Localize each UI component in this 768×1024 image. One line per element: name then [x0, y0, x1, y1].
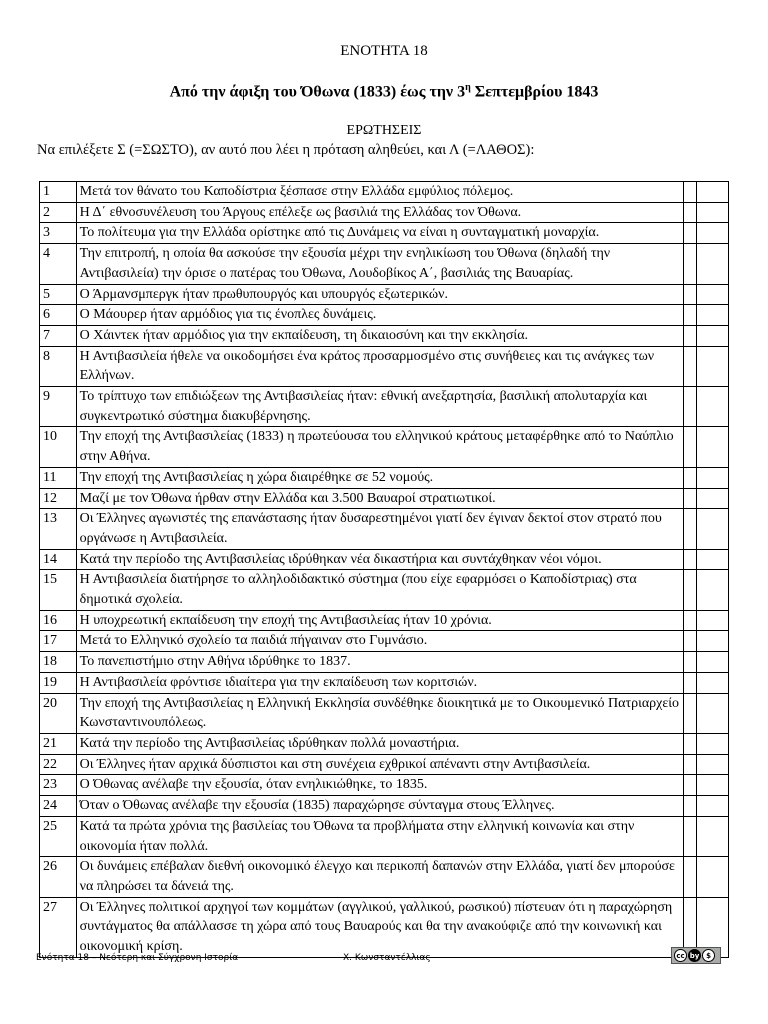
answer-cell-spacer: [683, 387, 696, 427]
question-text: Το πολίτευμα για την Ελλάδα ορίστηκε από τις Δυνάμεις να είναι η συνταγματική μοναρχία.: [76, 223, 683, 244]
answer-cell[interactable]: [696, 488, 728, 509]
answer-cell[interactable]: [696, 427, 728, 467]
question-row: [40, 816, 729, 856]
question-number: 23: [40, 775, 77, 796]
question-row: [40, 427, 729, 467]
answer-cell[interactable]: [696, 387, 728, 427]
question-row: [40, 857, 729, 897]
document-title: Από την άφιξη του Όθωνα (1833) έως την $3^\eta$ Σεπτεμβρίου 1843: [169, 82, 599, 101]
question-number: 12: [40, 488, 77, 509]
question-text: Την εποχή της Αντιβασιλείας (1833) η πρωτεύουσα του ελληνικού κράτους μεταφέρθηκε από το Ναύπλιο στην Αθήνα.: [76, 427, 683, 467]
question-number: 22: [40, 754, 77, 775]
question-number: 13: [40, 509, 77, 549]
answer-cell-spacer: [683, 775, 696, 796]
question-text: Ο Μάουρερ ήταν αρμόδιος για τις ένοπλες δυνάμεις.: [76, 305, 683, 326]
answer-cell[interactable]: [696, 305, 728, 326]
by-icon: by: [688, 949, 701, 962]
question-text: Οι δυνάμεις επέβαλαν διεθνή οικονομικό έλεγχο και περικοπή δαπανών στην Ελλάδα, γιατί δεν μπορούσε να πληρώσει τα δάνειά της.: [76, 857, 683, 897]
answer-cell[interactable]: [696, 509, 728, 549]
question-number: 3: [40, 223, 77, 244]
question-number: 9: [40, 387, 77, 427]
answer-cell-spacer: [683, 610, 696, 631]
question-row: [40, 897, 729, 957]
section-heading: ΕΡΩΤΗΣΕΙΣ: [346, 123, 422, 138]
answer-cell[interactable]: [696, 672, 728, 693]
answer-cell-spacer: [683, 488, 696, 509]
question-text: Κατά τα πρώτα χρόνια της βασιλείας του Όθωνα τα προβλήματα στην ελληνική κοινωνία και στην οικονομία ήταν πολλά.: [76, 816, 683, 856]
question-row: [40, 775, 729, 796]
answer-cell-spacer: [683, 427, 696, 467]
answer-cell-spacer: [683, 223, 696, 244]
question-number: 10: [40, 427, 77, 467]
question-text: Η υποχρεωτική εκπαίδευση την εποχή της Αντιβασιλείας ήταν 10 χρόνια.: [76, 610, 683, 631]
answer-cell-spacer: [683, 549, 696, 570]
question-text: Το τρίπτυχο των επιδιώξεων της Αντιβασιλείας ήταν: εθνική ανεξαρτησία, βασιλική απολυταρχία και συγκεντρωτικό σύστημα διακυβέρνησης.: [76, 387, 683, 427]
answer-cell-spacer: [683, 509, 696, 549]
answer-cell[interactable]: [696, 754, 728, 775]
answer-cell-spacer: [683, 570, 696, 610]
answer-cell[interactable]: [696, 775, 728, 796]
answer-cell-spacer: [683, 467, 696, 488]
question-row: [40, 652, 729, 673]
question-number: 24: [40, 796, 77, 817]
question-text: Την επιτροπή, η οποία θα ασκούσε την εξουσία μέχρι την ενηλικίωση του Όθωνα (δηλαδή την Αντιβασιλεία) την όρισε ο πατέρας του Όθωνα, Λουδοβίκος Α΄, βασιλιάς της Βαυαρίας.: [76, 244, 683, 284]
question-row: [40, 549, 729, 570]
question-text: Ο Χάιντεκ ήταν αρμόδιος για την εκπαίδευση, τη δικαιοσύνη και την εκκλησία.: [76, 325, 683, 346]
answer-cell-spacer: [683, 284, 696, 305]
question-row: [40, 284, 729, 305]
question-row: [40, 325, 729, 346]
answer-cell-spacer: [683, 796, 696, 817]
question-text: Το πανεπιστήμιο στην Αθήνα ιδρύθηκε το 1837.: [76, 652, 683, 673]
question-number: 8: [40, 346, 77, 386]
answer-cell[interactable]: [696, 816, 728, 856]
question-row: [40, 467, 729, 488]
answer-cell-spacer: [683, 631, 696, 652]
answer-cell-spacer: [683, 325, 696, 346]
question-row: [40, 488, 729, 509]
question-text: Η Αντιβασιλεία ήθελε να οικοδομήσει ένα κράτος προσαρμοσμένο στις συνήθειες και τις ανάγκες των Ελλήνων.: [76, 346, 683, 386]
question-row: [40, 202, 729, 223]
question-text: Η Αντιβασιλεία φρόντισε ιδιαίτερα για την εκπαίδευση των κοριτσιών.: [76, 672, 683, 693]
question-row: [40, 223, 729, 244]
question-number: 14: [40, 549, 77, 570]
answer-cell[interactable]: [696, 652, 728, 673]
questions-table: [39, 181, 729, 958]
question-text: Η Δ΄ εθνοσυνέλευση του Άργους επέλεξε ως βασιλιά της Ελλάδας τον Όθωνα.: [76, 202, 683, 223]
question-row: [40, 509, 729, 549]
answer-cell[interactable]: [696, 796, 728, 817]
question-number: 19: [40, 672, 77, 693]
question-text: Οι Έλληνες ήταν αρχικά δύσπιστοι και στη συνέχεια εχθρικοί απέναντι στην Αντιβασιλεία.: [76, 754, 683, 775]
answer-cell[interactable]: [696, 244, 728, 284]
question-number: 16: [40, 610, 77, 631]
answer-cell-spacer: [683, 733, 696, 754]
question-number: 2: [40, 202, 77, 223]
answer-cell[interactable]: [696, 549, 728, 570]
question-text: Κατά την περίοδο της Αντιβασιλείας ιδρύθηκαν πολλά μοναστήρια.: [76, 733, 683, 754]
answer-cell-spacer: [683, 182, 696, 203]
answer-cell[interactable]: [696, 182, 728, 203]
answer-cell-spacer: [683, 346, 696, 386]
question-text: Όταν ο Όθωνας ανέλαβε την εξουσία (1835) παραχώρησε σύνταγμα στους Έλληνες.: [76, 796, 683, 817]
question-text: Οι Έλληνες αγωνιστές της επανάστασης ήταν δυσαρεστημένοι γιατί δεν έγιναν δεκτοί στον στρατό που οργάνωσε η Αντιβασιλεία.: [76, 509, 683, 549]
answer-cell[interactable]: [696, 857, 728, 897]
answer-cell[interactable]: [696, 467, 728, 488]
question-row: [40, 796, 729, 817]
question-text: Οι Έλληνες πολιτικοί αρχηγοί των κομμάτων (αγγλικού, γαλλικού, ρωσικού) πίστευαν ότι η παραχώρηση συντάγματος θα απάλλασσε τη χώρα από τους Βαυαρούς και θα την ανακούφιζε από την κοινωνική και οικονομική κρίση.: [76, 897, 683, 957]
question-text: Ο Άρμανσμπεργκ ήταν πρωθυπουργός και υπουργός εξωτερικών.: [76, 284, 683, 305]
answer-cell[interactable]: [696, 733, 728, 754]
cc-icon: cc: [674, 949, 687, 962]
answer-cell[interactable]: [696, 631, 728, 652]
answer-cell-spacer: [683, 244, 696, 284]
answer-cell[interactable]: [696, 610, 728, 631]
answer-cell-spacer: [683, 693, 696, 733]
question-number: 11: [40, 467, 77, 488]
question-text: Μετά τον θάνατο του Καποδίστρια ξέσπασε στην Ελλάδα εμφύλιος πόλεμος.: [76, 182, 683, 203]
question-row: [40, 693, 729, 733]
question-number: 15: [40, 570, 77, 610]
question-number: 5: [40, 284, 77, 305]
footer-author: Χ. Κωνσταντέλλιας: [343, 953, 431, 963]
question-row: [40, 346, 729, 386]
question-number: 18: [40, 652, 77, 673]
question-text: Μαζί με τον Όθωνα ήρθαν στην Ελλάδα και 3.500 Βαυαροί στρατιωτικοί.: [76, 488, 683, 509]
question-row: [40, 305, 729, 326]
question-number: 6: [40, 305, 77, 326]
answer-cell-spacer: [683, 857, 696, 897]
answer-cell[interactable]: [696, 346, 728, 386]
question-row: [40, 610, 729, 631]
answer-cell[interactable]: [696, 284, 728, 305]
instructions-text: Να επιλέξετε Σ (=ΣΩΣΤΟ), αν αυτό που λέει η πρόταση αληθεύει, και Λ (=ΛΑΘΟΣ):: [37, 142, 535, 158]
answer-cell[interactable]: [696, 325, 728, 346]
answer-cell[interactable]: [696, 223, 728, 244]
answer-cell-spacer: [683, 754, 696, 775]
answer-cell-spacer: [683, 202, 696, 223]
question-number: 21: [40, 733, 77, 754]
footer-course: Ενότητα 18 – Νεότερη και Σύγχρονη Ιστορία: [36, 953, 239, 963]
question-number: 27: [40, 897, 77, 957]
question-row: [40, 387, 729, 427]
question-text: Την εποχή της Αντιβασιλείας η χώρα διαιρέθηκε σε 52 νομούς.: [76, 467, 683, 488]
answer-cell-spacer: [683, 816, 696, 856]
question-number: 1: [40, 182, 77, 203]
question-text: Κατά την περίοδο της Αντιβασιλείας ιδρύθηκαν νέα δικαστήρια και συντάχθηκαν νέοι νόμοι.: [76, 549, 683, 570]
question-row: [40, 733, 729, 754]
question-row: [40, 672, 729, 693]
nc-icon: $: [702, 949, 715, 962]
answer-cell[interactable]: [696, 202, 728, 223]
answer-cell-spacer: [683, 305, 696, 326]
answer-cell-spacer: [683, 672, 696, 693]
question-number: 17: [40, 631, 77, 652]
question-text: Ο Όθωνας ανέλαβε την εξουσία, όταν ενηλικιώθηκε, το 1835.: [76, 775, 683, 796]
question-number: 4: [40, 244, 77, 284]
question-row: [40, 570, 729, 610]
question-row: [40, 754, 729, 775]
answer-cell-spacer: [683, 652, 696, 673]
question-text: Μετά το Ελληνικό σχολείο τα παιδιά πήγαιναν στο Γυμνάσιο.: [76, 631, 683, 652]
question-text: Η Αντιβασιλεία διατήρησε το αλληλοδιδακτικό σύστημα (που είχε εφαρμόσει ο Καποδίστριας) στα δημοτικά σχολεία.: [76, 570, 683, 610]
question-text: Την εποχή της Αντιβασιλείας η Ελληνική Εκκλησία συνδέθηκε διοικητικά με το Οικουμενικό Πατριαρχείο Κωνσταντινουπόλεως.: [76, 693, 683, 733]
question-number: 20: [40, 693, 77, 733]
question-number: 26: [40, 857, 77, 897]
question-number: 7: [40, 325, 77, 346]
license-badge: [671, 947, 721, 964]
question-row: [40, 244, 729, 284]
answer-cell[interactable]: [696, 570, 728, 610]
question-number: 25: [40, 816, 77, 856]
answer-cell[interactable]: [696, 693, 728, 733]
question-row: [40, 631, 729, 652]
question-row: [40, 182, 729, 203]
unit-title: ΕΝΟΤΗΤΑ 18: [340, 43, 428, 59]
